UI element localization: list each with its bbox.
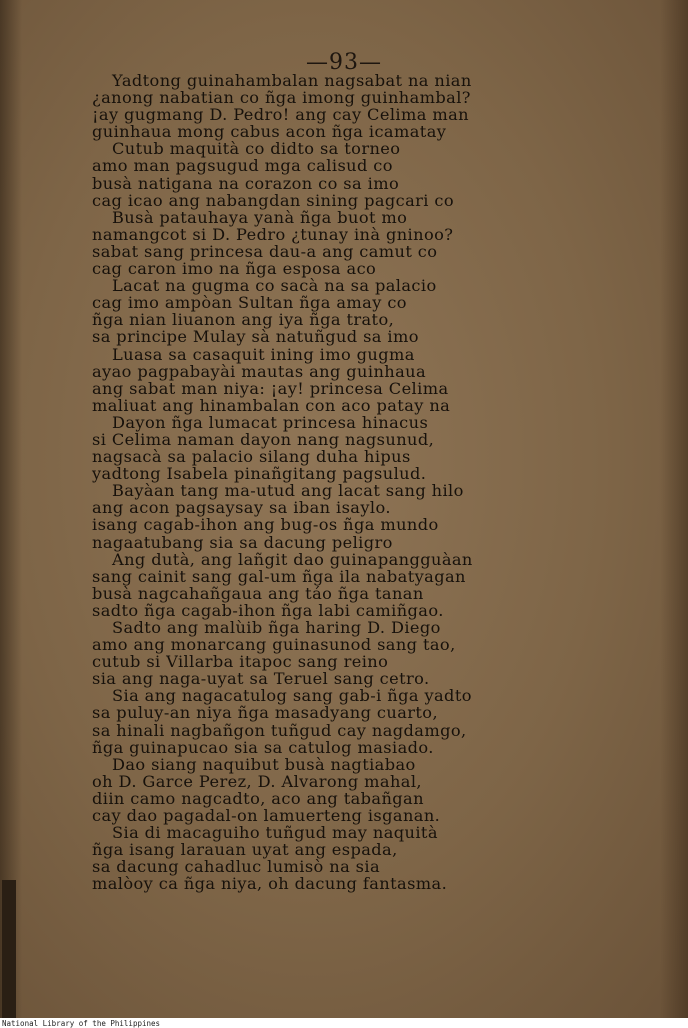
- text-line: sa puluy-an niya ñga masadyang cuarto,: [92, 703, 438, 723]
- text-line: malòoy ca ñga niya, oh dacung fantasma.: [92, 874, 448, 894]
- text-line: sa hinali nagbañgon tuñgud cay nagdamgo,: [92, 720, 467, 740]
- text-line: sang cainit sang gal-um ñga ila nabatyagan: [92, 566, 466, 586]
- binding-edge: [2, 880, 16, 1018]
- text-line: sia ang naga-uyat sa Teruel sang cetro.: [92, 669, 430, 689]
- text-line: amo man pagsugud mga calisud co: [92, 156, 393, 176]
- text-line: cag icao ang nabangdan sining pagcari co: [92, 190, 455, 210]
- text-line: isang cagab-ihon ang bug-os ñga mundo: [92, 515, 439, 535]
- text-line: Sia di macaguiho tuñgud may naquità: [112, 823, 438, 843]
- text-line: ayao pagpabayài mautas ang guinhaua: [92, 361, 427, 381]
- text-line: Bayàan tang ma-utud ang lacat sang hilo: [112, 481, 464, 501]
- text-line: guinhaua mong cabus acon ñga icamatay: [92, 122, 447, 142]
- poem-text: [92, 72, 522, 893]
- text-line: Cutub maquità co didto sa torneo: [112, 139, 401, 159]
- text-line: Sia ang nagacatulog sang gab-i ñga yadto: [112, 686, 472, 706]
- text-line: sa dacung cahadluc lumisò na sia: [92, 857, 380, 877]
- text-line: ñga isang larauan uyat ang espada,: [92, 840, 398, 860]
- text-line: oh D. Garce Perez, D. Alvarong mahal,: [92, 771, 422, 791]
- text-line: cutub si Villarba itapoc sang reino: [92, 652, 389, 672]
- text-line: amo ang monarcang guinasunod sang tao,: [92, 635, 456, 655]
- text-line: ¡ay gugmang D. Pedro! ang cay Celima man: [92, 105, 469, 125]
- text-line: Dao siang naquibut busà nagtiabao: [112, 754, 416, 774]
- page-right-shadow: [660, 0, 688, 1018]
- text-line: ang acon pagsaysay sa iban isaylo.: [92, 498, 391, 518]
- text-line: Busà patauhaya yanà ñga buot mo: [112, 207, 408, 227]
- text-line: si Celima naman dayon nang nagsunud,: [92, 429, 435, 449]
- text-line: sadto ñga cagab-ihon ñga labi camiñgao.: [92, 600, 444, 620]
- text-line: ñga nian liuanon ang iya ñga trato,: [92, 310, 395, 330]
- text-line: Lacat na gugma co sacà na sa palacio: [112, 276, 437, 296]
- text-line: maliuat ang hinambalan con aco patay na: [92, 395, 451, 415]
- text-line: diin camo nagcadto, aco ang tabañgan: [92, 788, 424, 808]
- text-line: cay dao pagadal-on lamuerteng isganan.: [92, 806, 441, 826]
- text-line: busà nagcahañgaua ang táo ñga tanan: [92, 583, 424, 603]
- text-line: Dayon ñga lumacat princesa hinacus: [112, 412, 429, 432]
- text-line: busà natigana na corazon co sa imo: [92, 173, 400, 193]
- page-number: —93—: [306, 50, 382, 75]
- page-left-shadow: [0, 0, 22, 1018]
- text-line: Sadto ang malùib ñga haring D. Diego: [112, 618, 441, 637]
- text-line: Luasa sa casaquit ining imo gugma: [112, 344, 415, 364]
- text-line: ñga guinapucao sia sa catulog masiado.: [92, 737, 434, 757]
- text-line: sa principe Mulay sà natuñgud sa imo: [92, 327, 419, 347]
- text-line: cag caron imo na ñga esposa aco: [92, 259, 377, 279]
- text-line: yadtong Isabela pinañgitang pagsulud.: [92, 464, 427, 484]
- text-line: Ang dutà, ang lañgit dao guinapangguàan: [112, 549, 473, 569]
- text-line: Yadtong guinahambalan nagsabat na nian: [112, 71, 472, 90]
- text-line: nagaatubang sia sa dacung peligro: [92, 532, 393, 552]
- text-line: ang sabat man niya: ¡ay! princesa Celima: [92, 378, 449, 398]
- text-line: nagsacà sa palacio silang duha hipus: [92, 447, 411, 467]
- text-line: sabat sang princesa dau-a ang camut co: [92, 241, 438, 261]
- text-line: ¿anong nabatian co ñga imong guinhambal?: [92, 88, 471, 108]
- library-footer: National Library of the Philippines: [2, 1019, 161, 1028]
- text-line: cag imo ampòan Sultan ñga amay co: [92, 293, 407, 313]
- text-line: namangcot si D. Pedro ¿tunay inà gninoo?: [92, 224, 454, 244]
